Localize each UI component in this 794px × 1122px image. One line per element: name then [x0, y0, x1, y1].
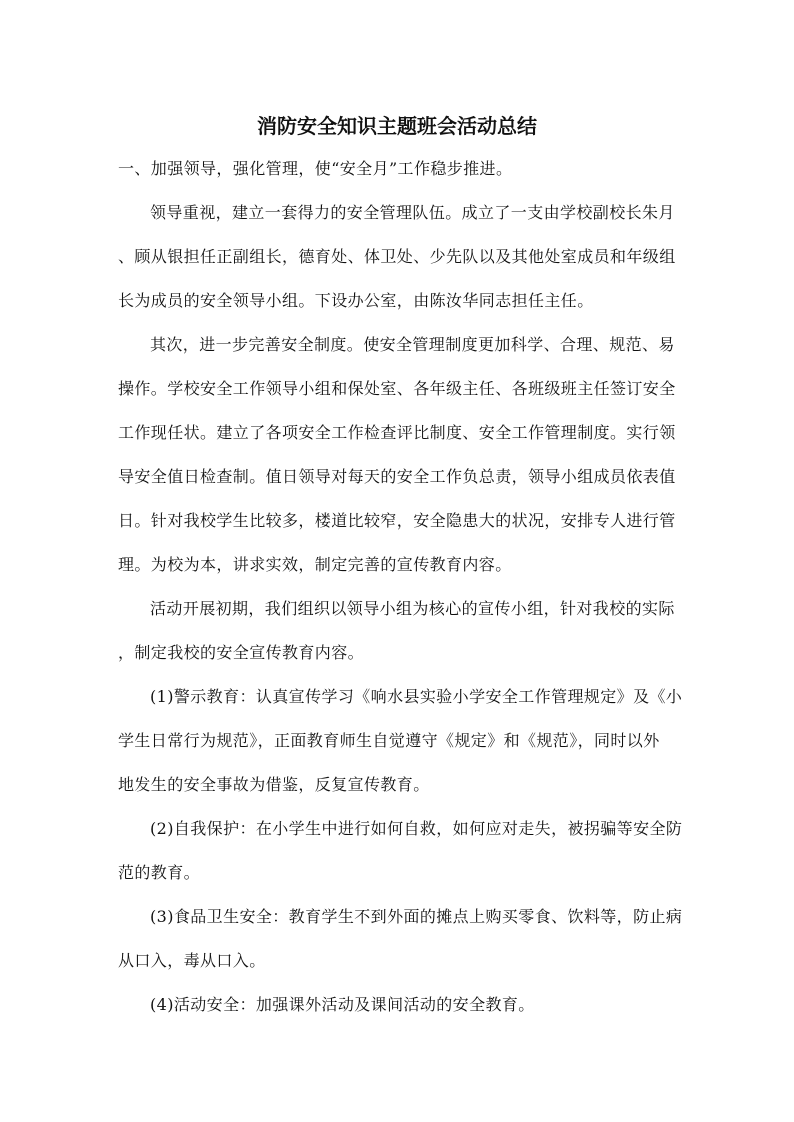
text-line: 一、加强领导，强化管理，使“安全月”工作稳步推进。 — [118, 159, 513, 178]
text-line: 活动开展初期，我们组织以领导小组为核心的宣传小组，针对我校的实际 — [150, 599, 675, 618]
document-title: 消防安全知识主题班会活动总结 — [257, 114, 537, 138]
text-line: (2)自我保护：在小学生中进行如何自救，如何应对走失，被拐骗等安全防 — [150, 819, 683, 838]
text-line: 日。针对我校学生比较多，楼道比较窄，安全隐患大的状况，安排专人进行管 — [118, 511, 676, 530]
text-line: 、顾从银担任正副组长，德育处、体卫处、少先队以及其他处室成员和年级组 — [118, 247, 676, 266]
text-line: (1)警示教育：认真宣传学习《响水县实验小学安全工作管理规定》及《小 — [150, 687, 683, 706]
text-line: 长为成员的安全领导小组。下设办公室，由陈汝华同志担任主任。 — [118, 291, 594, 310]
text-line: 导安全值日检查制。值日领导对每天的安全工作负总责，领导小组成员依表值 — [118, 467, 676, 486]
text-line: 学生日常行为规范》，正面教育师生自觉遵守《规定》和《规范》，同时以外 — [118, 731, 660, 750]
text-line: 工作现任状。建立了各项安全工作检查评比制度、安全工作管理制度。实行领 — [118, 423, 676, 442]
text-line: 理。为校为本，讲求实效，制定完善的宣传教育内容。 — [118, 555, 512, 574]
text-line: ，制定我校的安全宣传教育内容。 — [118, 643, 365, 662]
text-line: 范的教育。 — [118, 863, 201, 882]
text-line: 操作。学校安全工作领导小组和保处室、各年级主任、各班级班主任签订安全 — [118, 379, 676, 398]
text-line: 地发生的安全事故为借鉴，反复宣传教育。 — [118, 775, 430, 794]
text-line: 从口入，毒从口入。 — [118, 951, 266, 970]
text-line: 其次，进一步完善安全制度。使安全管理制度更加科学、合理、规范、易 — [150, 335, 675, 354]
text-line: 领导重视，建立一套得力的安全管理队伍。成立了一支由学校副校长朱月 — [150, 203, 675, 222]
text-line: (4)活动安全：加强课外活动及课间活动的安全教育。 — [150, 995, 535, 1014]
text-line: (3)食品卫生安全：教育学生不到外面的摊点上购买零食、饮料等，防止病 — [150, 907, 683, 926]
